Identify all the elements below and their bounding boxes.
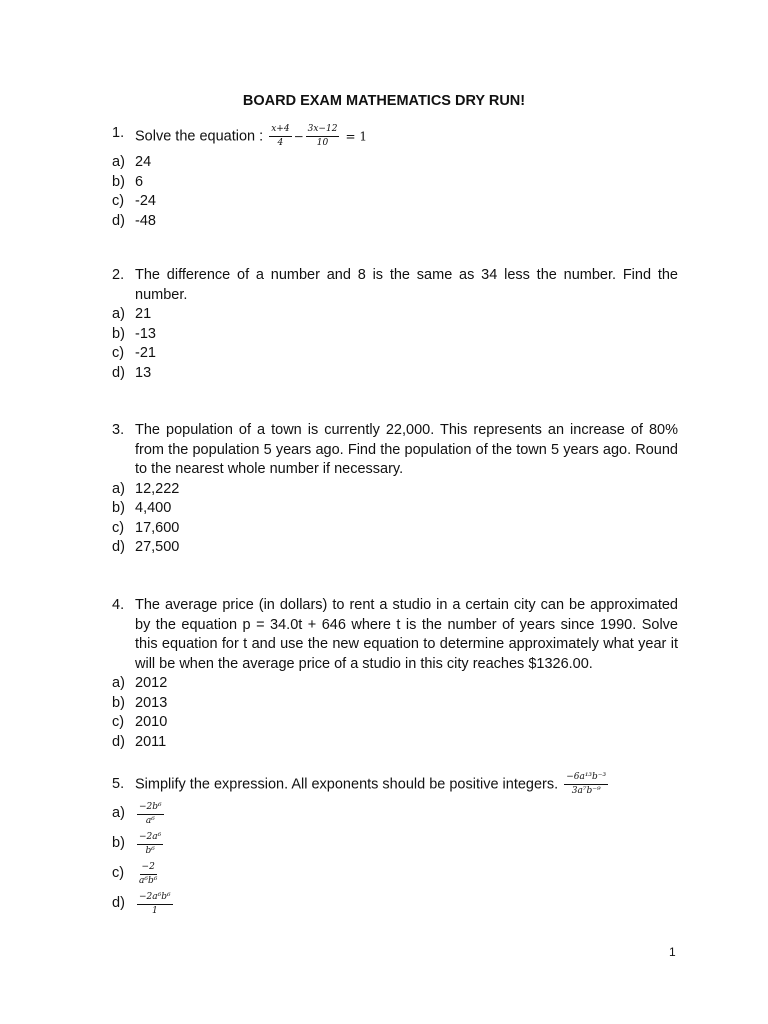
option-c[interactable]: c) $\frac{-2}{\text{a⁶b⁶}}$ [112, 861, 158, 886]
option-d[interactable]: d) 2011 [112, 733, 167, 750]
fraction-numerator: 3x−12 [306, 124, 340, 137]
option-a[interactable]: a) 21 [112, 306, 152, 322]
fraction-numerator: −6a¹³b⁻³ [564, 772, 608, 785]
fraction-numerator: x+4 [269, 124, 291, 137]
question-number: 1. [112, 125, 125, 141]
question-5 [112, 772, 678, 919]
question-stem [112, 596, 678, 674]
option-fraction: $\frac{\text{−2a⁶b⁶}}{1}$ [139, 891, 171, 916]
question-text: The average price (in dollars) to rent a studio in a certain city can be approximated by the equation p = 34.0t + 646 where t is the number of years since 1990. Solve this equation for t and use the new equation to determine approximately what year it will be when the average price of a studio in this city reaches $1326.00. [135, 597, 678, 672]
page-number: 1 [669, 945, 676, 959]
option-d[interactable]: d) 13 [112, 364, 152, 381]
question-2 [112, 266, 678, 383]
option-c[interactable]: c) 2010 [112, 714, 168, 730]
fraction-denominator: 4 [277, 138, 284, 148]
option-b[interactable]: b) 6 [112, 173, 144, 190]
option-a[interactable]: a) 12,222 [112, 480, 180, 497]
question-text: Simplify the expression. All exponents should be positive integers. [135, 776, 559, 793]
question-4 [112, 596, 678, 752]
question-1 [112, 124, 678, 231]
equation-fraction-2 [306, 124, 340, 149]
question-text: The population of a town is currently 22,000. This represents an increase of 80% from the population 5 years ago. Find the population of the town 5 years ago. Round to the nearest whole number if necessary. [135, 422, 678, 477]
option-b[interactable]: b) 2013 [112, 694, 168, 711]
option-b[interactable]: b) 4,400 [112, 500, 172, 516]
option-c[interactable]: c) 17,600 [112, 519, 180, 536]
option-fraction: $\frac{-2}{\text{a⁶b⁶}}$ [139, 861, 158, 886]
option-b[interactable]: b) -13 [112, 325, 156, 342]
option-fraction: $\frac{\text{−2a⁶}}{\text{b⁶}}$ [139, 831, 162, 856]
option-d[interactable]: d) 27,500 [112, 539, 180, 555]
option-c[interactable]: c) -21 [112, 345, 156, 361]
equation-fraction-1 [269, 124, 291, 149]
option-a[interactable]: a) 24 [112, 154, 152, 170]
question-number: 2. [112, 267, 125, 283]
question-3 [112, 421, 678, 558]
minus-sign: − [293, 129, 304, 144]
option-a[interactable]: a) $\frac{\text{−2b⁶}}{\text{a⁶}}$ [112, 801, 162, 826]
question-number: 3. [112, 422, 125, 438]
expression-fraction [564, 772, 608, 797]
question-number: 4. [112, 597, 125, 613]
option-fraction: $\frac{\text{−2b⁶}}{\text{a⁶}}$ [139, 801, 162, 826]
option-b[interactable]: b) $\frac{\text{−2a⁶}}{\text{b⁶}}$ [112, 831, 162, 856]
question-stem [112, 421, 678, 480]
question-stem [112, 124, 678, 149]
option-d[interactable]: d) $\frac{\text{−2a⁶b⁶}}{1}$ [112, 891, 171, 916]
option-a[interactable]: a) 2012 [112, 675, 168, 691]
document-title: BOARD EXAM MATHEMATICS DRY RUN! [242, 93, 526, 109]
option-c[interactable]: c) -24 [112, 193, 156, 209]
fraction-denominator: 10 [316, 138, 329, 148]
fraction-denominator: 3a⁷b⁻⁹ [571, 786, 601, 796]
question-text: Solve the equation : [135, 128, 264, 145]
option-d[interactable]: d) -48 [112, 212, 156, 229]
question-number: 5. [112, 775, 125, 792]
question-stem [112, 772, 678, 797]
equation-rhs: = 1 [345, 129, 367, 144]
question-text: The difference of a number and 8 is the same as 34 less the number. Find the number. [135, 267, 678, 303]
question-stem [112, 266, 678, 305]
